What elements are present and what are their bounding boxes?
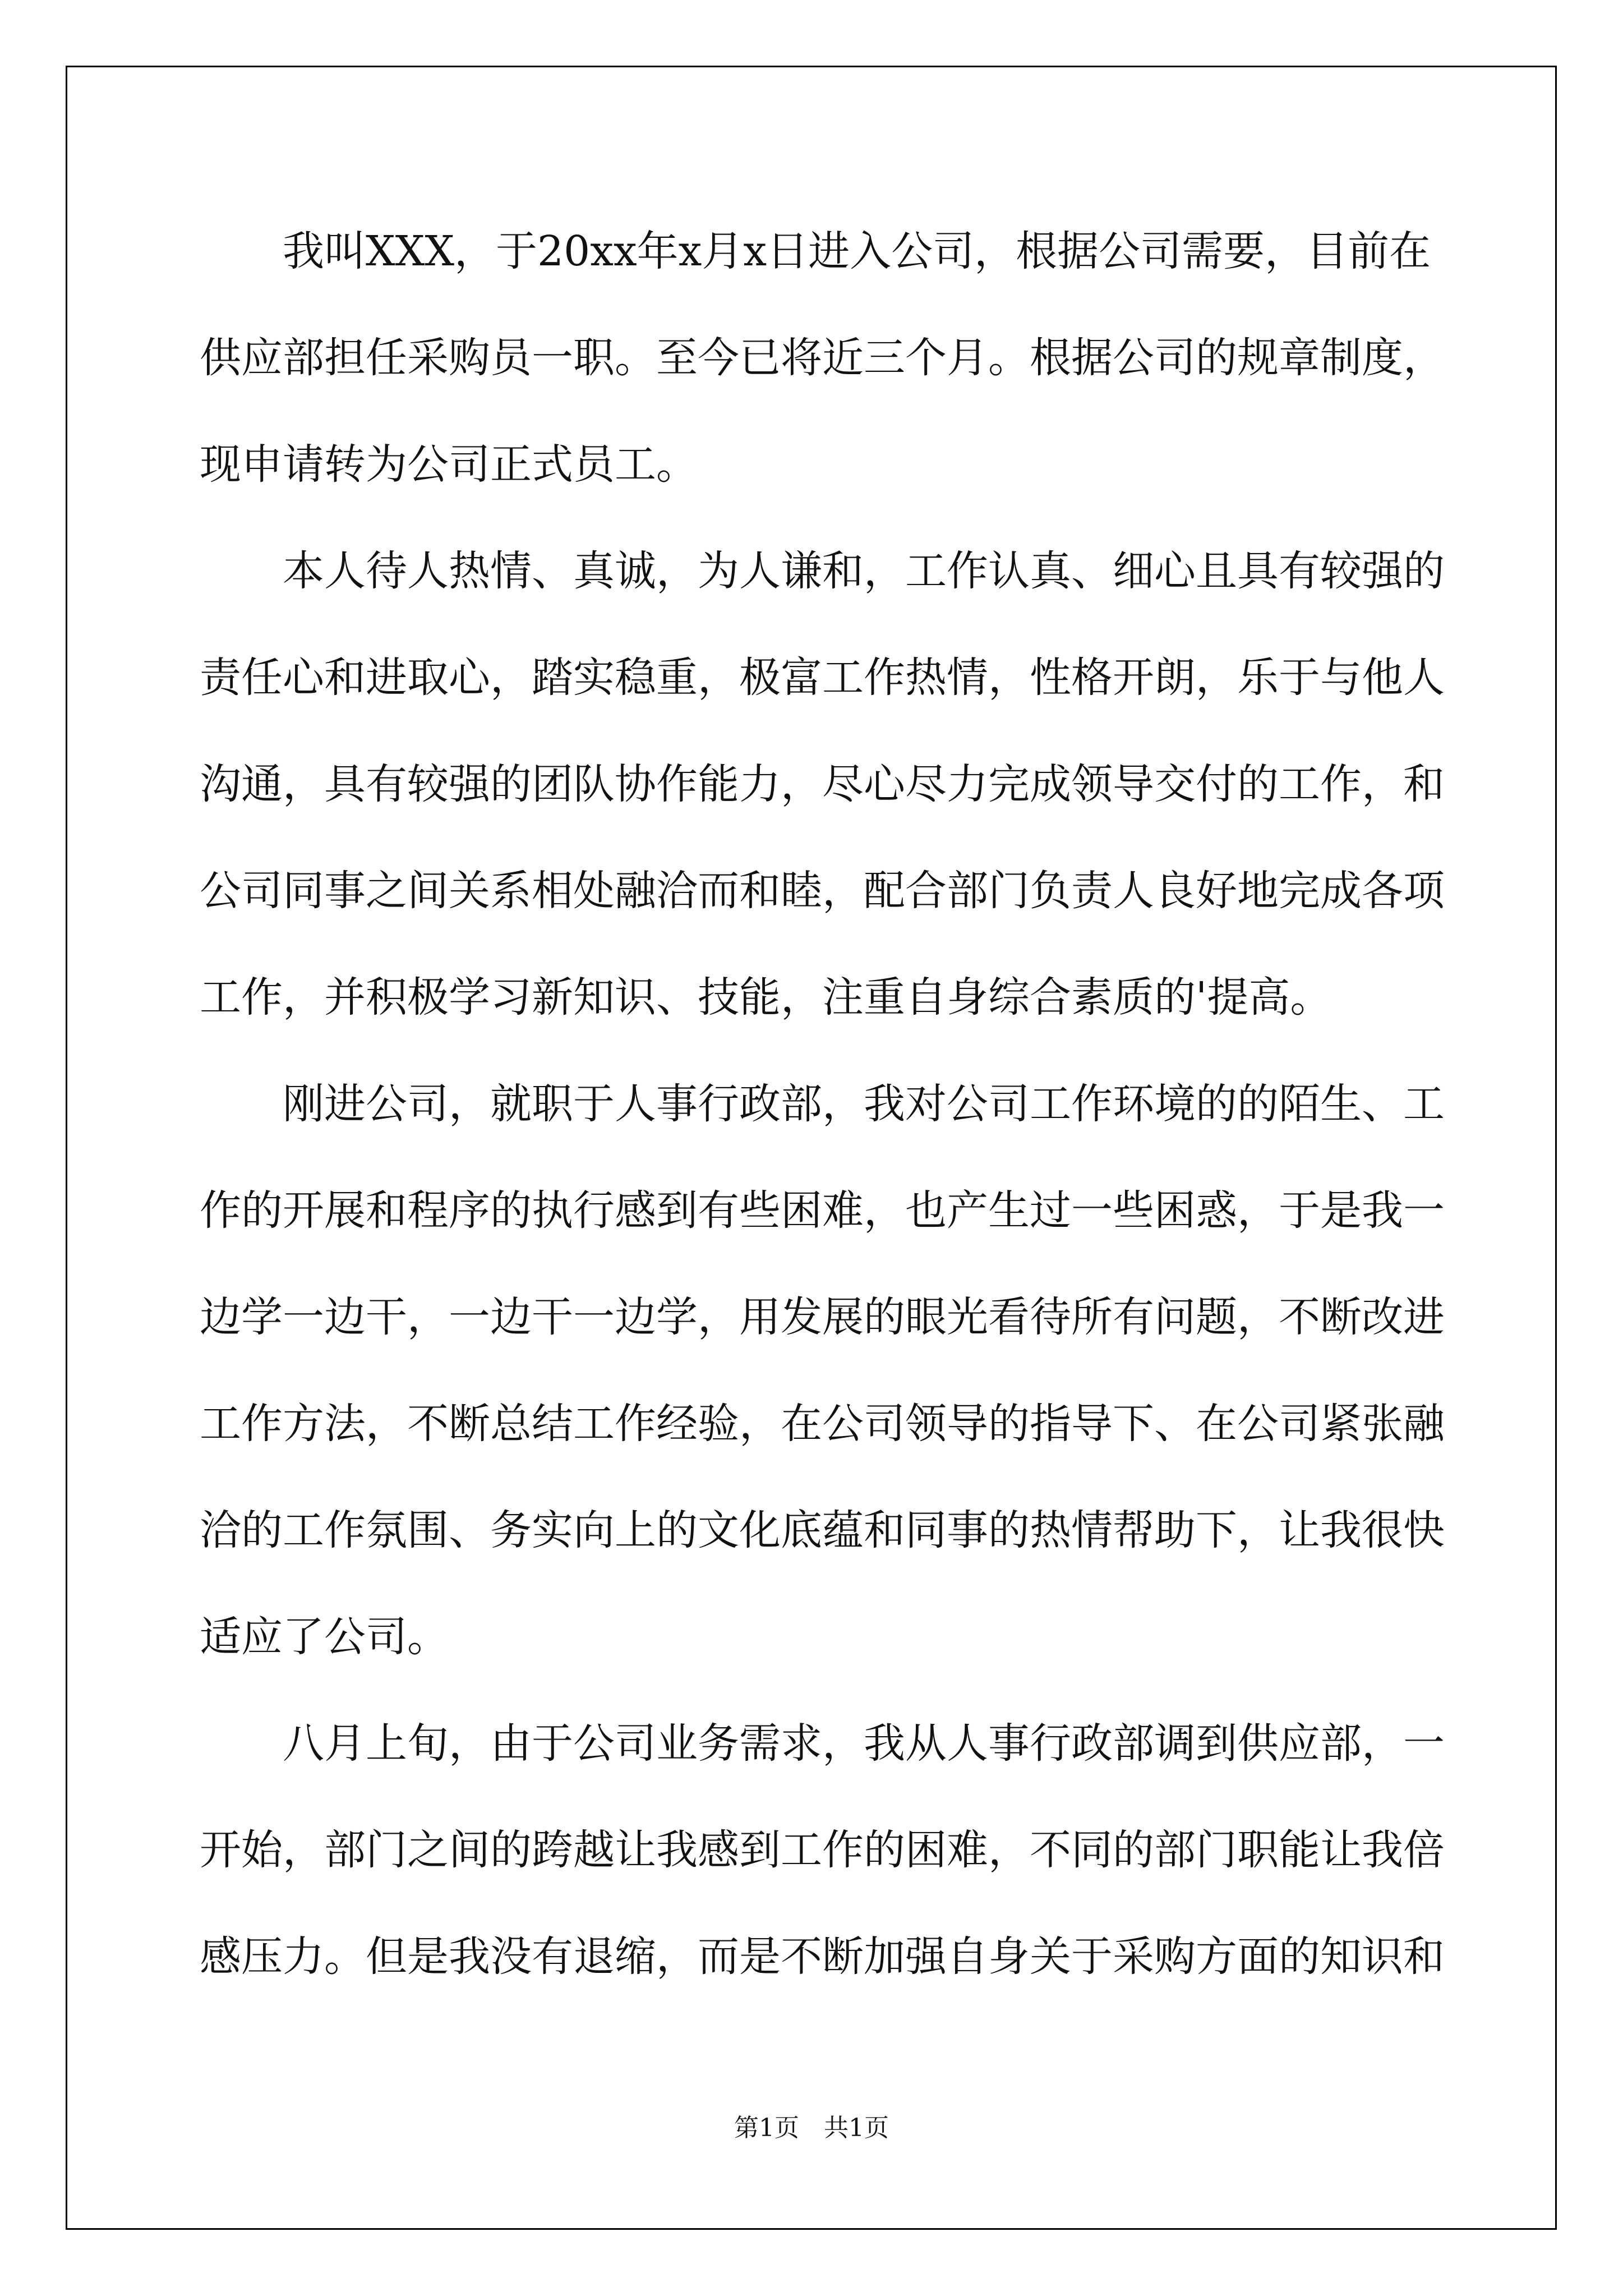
paragraph-3-line-4: 工作方法，不断总结工作经验，在公司领导的指导下、在公司紧张融 <box>200 1400 1445 1448</box>
paragraph-2-line-1: 本人待人热情、真诚，为人谦和，工作认真、细心且具有较强的 <box>283 547 1445 595</box>
paragraph-4-line-1: 八月上旬，由于公司业务需求，我从人事行政部调到供应部，一 <box>283 1719 1445 1768</box>
paragraph-2-line-3: 沟通，具有较强的团队协作能力，尽心尽力完成领导交付的工作，和 <box>200 760 1445 808</box>
paragraph-3-line-2: 作的开展和程序的执行感到有些困难，也产生过一些困惑，于是我一 <box>200 1186 1445 1235</box>
paragraph-1-line-1: 我叫XXX，于20xx年x月x日进入公司，根据公司需要，目前在 <box>283 227 1431 275</box>
paragraph-3-line-6: 适应了公司。 <box>200 1613 449 1661</box>
page-border <box>66 66 1557 2230</box>
paragraph-2-line-4: 公司同事之间关系相处融洽而和睦，配合部门负责人良好地完成各项 <box>200 867 1445 915</box>
paragraph-3-line-5: 洽的工作氛围、务实向上的文化底蕴和同事的热情帮助下，让我很快 <box>200 1506 1445 1554</box>
paragraph-1-line-2: 供应部担任采购员一职。至今已将近三个月。根据公司的规章制度， <box>200 334 1445 382</box>
paragraph-1-line-3: 现申请转为公司正式员工。 <box>200 440 698 489</box>
paragraph-2-line-2: 责任心和进取心，踏实稳重，极富工作热情，性格开朗，乐于与他人 <box>200 654 1445 702</box>
paragraph-3-line-1: 刚进公司，就职于人事行政部，我对公司工作环境的的陌生、工 <box>283 1080 1445 1128</box>
paragraph-4-line-2: 开始，部门之间的跨越让我感到工作的困难，不同的部门职能让我倍 <box>200 1826 1445 1874</box>
paragraph-3-line-3: 边学一边干，一边干一边学，用发展的眼光看待所有问题，不断改进 <box>200 1293 1445 1341</box>
paragraph-2-line-5: 工作，并积极学习新知识、技能，注重自身综合素质的'提高。 <box>200 973 1332 1022</box>
paragraph-4-line-3: 感压力。但是我没有退缩，而是不断加强自身关于采购方面的知识和 <box>200 1932 1445 1981</box>
page-number-footer: 第1页 共1页 <box>734 2114 889 2142</box>
